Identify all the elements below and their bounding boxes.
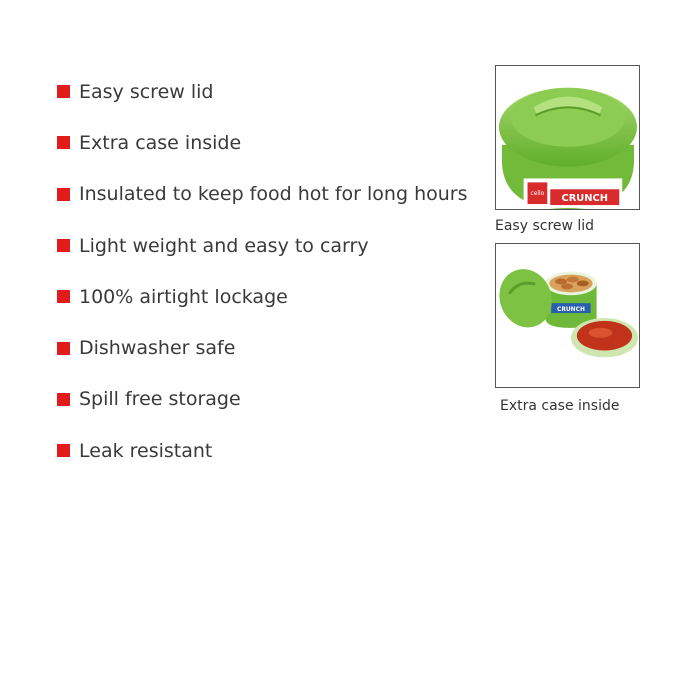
bullet-square-icon bbox=[57, 188, 70, 201]
screw-lid-image bbox=[495, 65, 640, 210]
open-container-illustration bbox=[496, 244, 639, 387]
bullet-square-icon bbox=[57, 444, 70, 457]
bullet-square-icon bbox=[57, 342, 70, 355]
bullet-square-icon bbox=[57, 290, 70, 303]
feature-item: Easy screw lid bbox=[57, 66, 468, 117]
product-label-text: CRUNCH bbox=[561, 193, 609, 205]
bullet-square-icon bbox=[57, 136, 70, 149]
feature-item: Leak resistant bbox=[57, 425, 468, 476]
brand-logo-text: cello bbox=[530, 191, 545, 198]
feature-item: Light weight and easy to carry bbox=[57, 220, 468, 271]
bullet-square-icon bbox=[57, 85, 70, 98]
bullet-square-icon bbox=[57, 239, 70, 252]
feature-list bbox=[57, 66, 468, 476]
product-label-text: CRUNCH bbox=[556, 307, 585, 314]
feature-item: 100% airtight lockage bbox=[57, 271, 468, 322]
image-caption: Easy screw lid bbox=[495, 218, 595, 234]
feature-item: Dishwasher safe bbox=[57, 322, 468, 373]
feature-item: Extra case inside bbox=[57, 117, 468, 168]
bullet-square-icon bbox=[57, 393, 70, 406]
extra-case-image bbox=[495, 243, 640, 388]
container-lid-illustration bbox=[496, 66, 639, 209]
feature-item: Insulated to keep food hot for long hours bbox=[57, 169, 468, 220]
image-caption: Extra case inside bbox=[500, 398, 620, 414]
feature-item: Spill free storage bbox=[57, 374, 468, 425]
